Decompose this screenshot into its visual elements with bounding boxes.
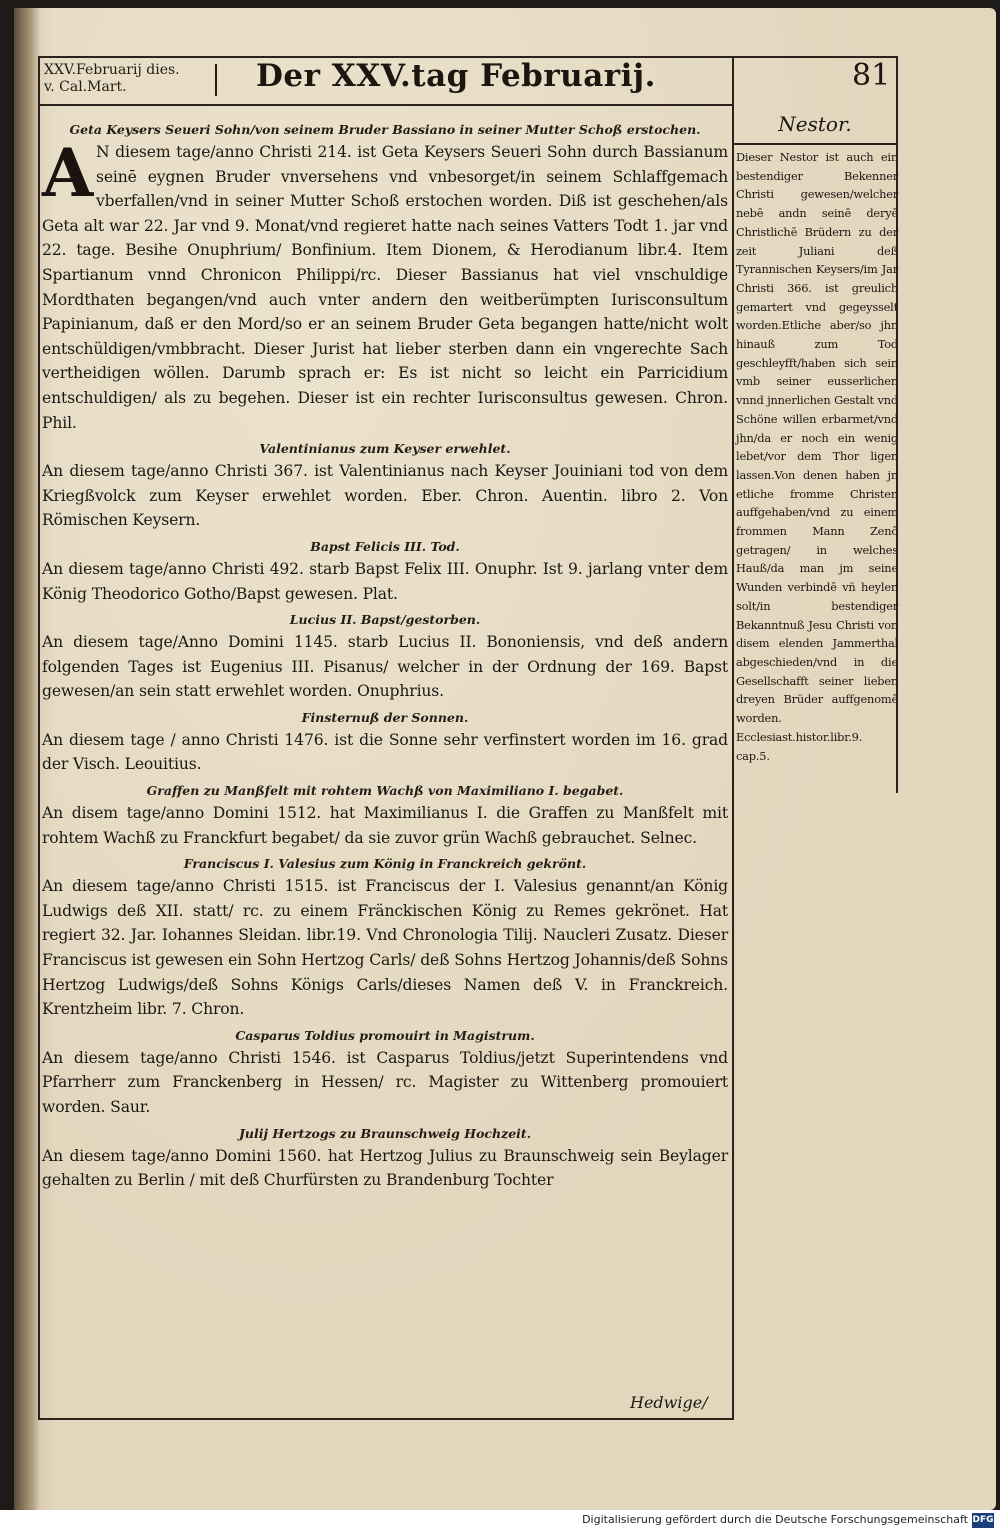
header-bottom-rule [38, 104, 734, 106]
drop-cap-letter: A [42, 134, 94, 212]
entry-body: N diesem tage/anno Christi 214. ist Geta Keysers Seueri Sohn durch Bassianum seinē eygnen Bruder vnversehens vnd vnbesorget/in seinem Schlaffgemach vberfallen/vnd in seiner Mutter Schoß erstochen worden. Diß ist geschehen/als Geta alt war 22. Jar vnd 9. Monat/vnd regieret hatte nach seines Vatters Todt 1. jar vnd 22. tage. Besihe Onuphrium/ Bonfinium. Item Dionem, & Herodianum libr.4. Item Spartianum vnnd Chronicon Philippi/rc. Dieser Bassianus hat viel vnschuldige Mordthaten begangen/vnd auch vnter andern den weitberümpten Iurisconsultum Papinianum, daß er den Mord/so er an seinem Bruder Geta begangen hatte/nicht wolt entschüldigen/vmbbracht. Dieser Jurist hat lieber sterben dann ein vngerechte Sach vertheidigen wöllen. Darumb sprach er: Es ist nicht so leicht ein Parricidium entschuldigen/ als zu begehen. Dieser ist ein rechter Iurisconsultus gewesen. Chron. Phil. [42, 143, 728, 432]
main-column [42, 122, 728, 1199]
entry-text: An diesem tage/Anno Domini 1145. starb Lucius II. Bononiensis, vnd deß andern folgenden Tages ist Eugenius III. Pisanus/ welcher in der Ordnung der 169. Bapst gewesen/an sein statt erwehlet worden. Onuphrius. [42, 633, 728, 701]
footer-credit: Digitalisierung gefördert durch die Deutsche Forschungsgemeinschaft [582, 1513, 968, 1526]
entry-text: An diesem tage/anno Christi 1515. ist Franciscus der I. Valesius genannt/an König Ludwigs deß XII. statt/ rc. zu einem Fränckischen König zu Remes gekrönet. Hat regiert 32. Jar. Iohannes Sleidan. libr.19. Vnd Chronologia Tilij. Naucleri Zusatz. Dieser Franciscus ist gewesen ein Sohn Hertzog Carls/ deß Sohns Hertzog Johannis/deß Sohns Hertzog Ludwigs/deß Sohns Königs Carls/dieses Namen deß V. in Franckreich. Krentzheim libr. 7. Chron. [42, 877, 728, 1019]
entry-felix [42, 539, 728, 606]
entry-title: Franciscus I. Valesius zum König in Franckreich gekrönt. [183, 856, 587, 872]
entry-text: An disem tage/anno Domini 1512. hat Maximilianus I. die Graffen zu Manßfelt mit rohtem Wachß zu Franckfurt begabet/ da sie zuvor grün Wachß gebrauchet. Selnec. [42, 804, 728, 847]
entry-julius [42, 1126, 728, 1193]
entry-title: Valentinianus zum Keyser erwehlet. [259, 441, 511, 457]
entry-text: An diesem tage/anno Christi 1546. ist Casparus Toldius/jetzt Superintendens vnd Pfarrherr zum Franckenberg in Hessen/ rc. Magister zu Wittenberg promouiert worden. Saur. [42, 1048, 728, 1116]
entry-eclipse [42, 710, 728, 777]
entry-toldius [42, 1028, 728, 1120]
entry-text [42, 134, 728, 435]
entry-title: Casparus Toldius promouirt in Magistrum. [235, 1027, 535, 1043]
header-separator [215, 64, 217, 96]
header-date-line2: v. Cal.Mart. [44, 79, 127, 95]
entry-lucius [42, 612, 728, 704]
entry-title: Geta Keysers Seueri Sohn/von seinem Bruder Bassiano in seiner Mutter Schoß erstochen. [69, 122, 701, 137]
sidebar-title-rule [734, 143, 896, 145]
entry-geta [42, 122, 728, 435]
page-number: 81 [852, 58, 891, 93]
entry-mansfeld [42, 783, 728, 850]
entry-text: An diesem tage/anno Domini 1560. hat Hertzog Julius zu Braunschweig sein Beylager gehalten zu Berlin / mit deß Churfürsten zu Brandenburg Tochter [42, 1146, 728, 1190]
frame-bottom-rule [38, 1418, 734, 1420]
entry-title: Finsternuß der Sonnen. [301, 709, 469, 725]
entry-title: Bapst Felicis III. Tod. [310, 538, 460, 554]
entry-valentinianus [42, 441, 728, 533]
frame-left-rule [38, 56, 40, 1420]
entry-title: Lucius II. Bapst/gestorben. [289, 612, 481, 628]
entry-text: An diesem tage/anno Christi 367. ist Valentinianus nach Keyser Jouiniani tod von dem Kriegßvolck zum Keyser erwehlet worden. Eber. Chron. Auentin. libro 2. Von Römischen Keysern. [42, 462, 728, 530]
entry-text: An diesem tage/anno Christi 492. starb Bapst Felix III. Onuphr. Ist 9. jarlang vnter dem König Theodorico Gotho/Bapst gewesen. Plat. [42, 559, 728, 603]
page-title: Der XXV.tag Februarij. [256, 58, 656, 94]
dfg-logo: DFG [972, 1513, 994, 1528]
entry-title: Julij Hertzogs zu Braunschweig Hochzeit. [238, 1125, 532, 1141]
page-binding-edge [14, 8, 40, 1510]
header-date-line1: XXV.Februarij dies. [44, 62, 180, 78]
header-date-block [44, 62, 214, 96]
entry-franciscus [42, 856, 728, 1022]
entry-title: Graffen zu Manßfelt mit rohtem Wachß von Maximiliano I. begabet. [146, 783, 624, 799]
sidebar-title: Nestor. [778, 112, 852, 136]
entry-text: An diesem tage / anno Christi 1476. ist die Sonne sehr verfinstert worden im 16. grad der Visch. Leouitius. [42, 730, 728, 774]
sidebar-text: Dieser Nestor ist auch ein bestendiger Bekenner Christi gewesen/welcher nebē andn seinē deryē Christlichē Brüdern zu der zeit Juliani deß Tyrannischen Keysers/im Jar Christi 366. ist greulich gemartert vnd gegeysselt worden.Etliche aber/so jhn hinauß zum Tod geschleyfft/haben sich sein vmb seiner eusserlichen vnnd jnnerlichen Gestalt vnd Schöne willen erbarmet/vnd jhn/da er noch ein wenig lebet/vor dem Thor ligen lassen.Von denen haben jn etliche fromme Christen auffgehaben/vnd zu einem frommen Mann Zenō getragen/ in welches Hauß/da man jm seine Wunden verbindē vñ heylen solt/in bestendiger Bekanntnuß Jesu Christi von disem elenden Jammerthal abgeschieden/vnd in die Gesellschafft seiner lieben dreyen Brüder auffgenomē worden. Ecclesiast.histor.libr.9. cap.5. [736, 150, 898, 763]
column-divider-rule [732, 56, 734, 1420]
catchword: Hedwige/ [630, 1393, 708, 1412]
